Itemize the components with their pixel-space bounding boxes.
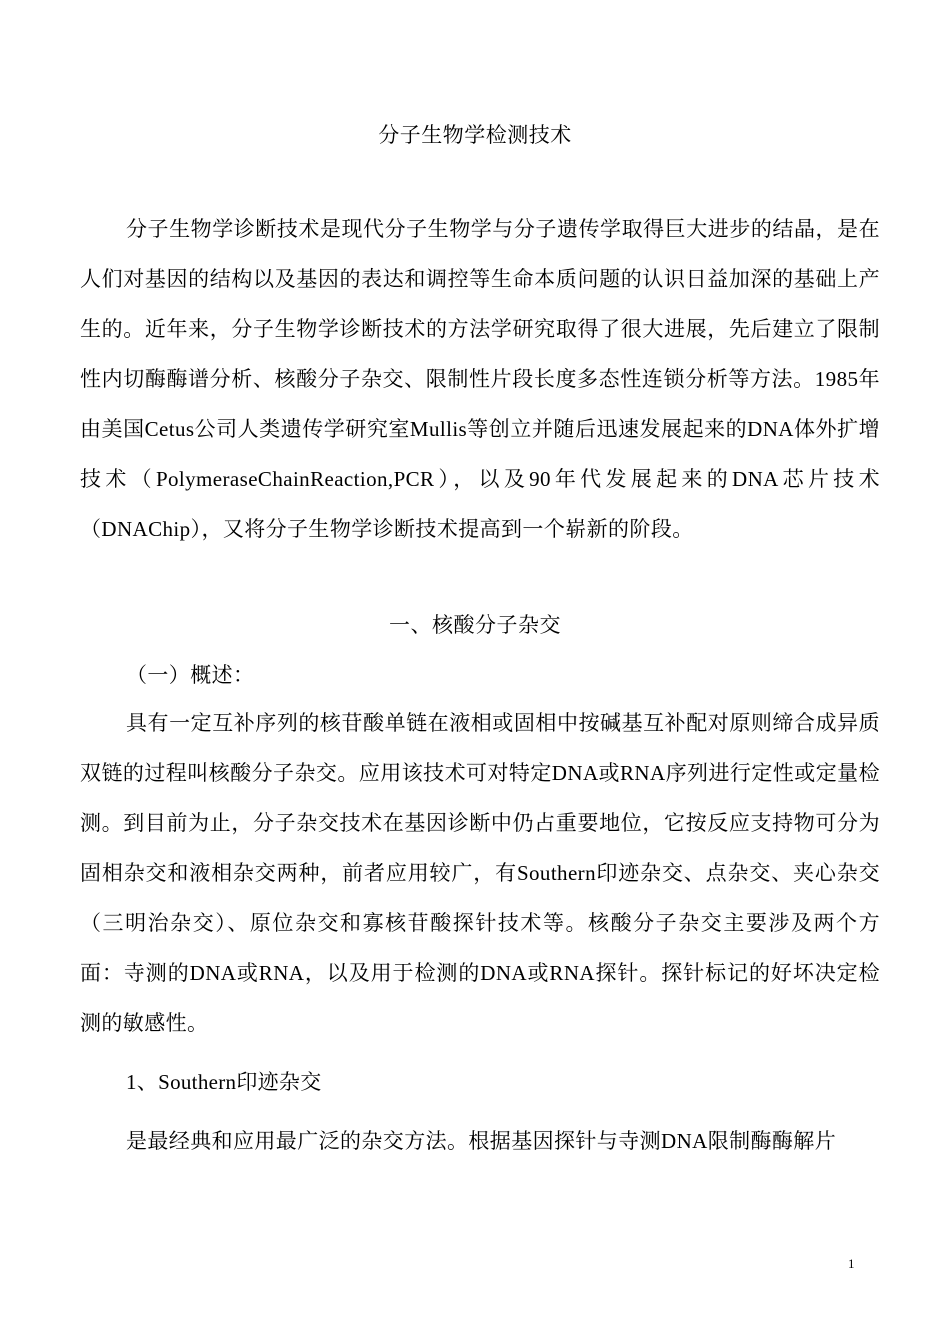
sub-heading-overview: （一）概述： (126, 663, 255, 687)
item-heading-southern: 1、Southern印迹杂交 (126, 1070, 322, 1094)
intro-paragraph: 分子生物学诊断技术是现代分子生物学与分子遗传学取得巨大进步的结晶，是在人们对基因的结构以及基因的表达和调控等生命本质问题的认识日益加深的基础上产生的。近年来，分子生物学诊断技术的方法学研究取得了很大进展，先后建立了限制性内切酶酶谱分析、核酸分子杂交、限制性片段长度多态性连锁分析等方法。1985年由美国Cetus公司人类遗传学研究室Mullis等创立并随后迅速发展起来的DNA体外扩增技术（PolymeraseChainReaction,PCR），以及90年代发展起来的DNA芯片技术（DNAChip），又将分子生物学诊断技术提高到一个崭新的阶段。 (80, 217, 880, 541)
southern-paragraph: 是最经典和应用最广泛的杂交方法。根据基因探针与寺测DNA限制酶酶解片 (126, 1129, 837, 1153)
overview-paragraph: 具有一定互补序列的核苷酸单链在液相或固相中按碱基互补配对原则缔合成异质双链的过程叫核酸分子杂交。应用该技术可对特定DNA或RNA序列进行定性或定量检测。到目前为止，分子杂交技术在基因诊断中仍占重要地位，它按反应支持物可分为固相杂交和液相杂交两种，前者应用较广，有Southern印迹杂交、点杂交、夹心杂交（三明治杂交）、原位杂交和寡核苷酸探针技术等。核酸分子杂交主要涉及两个方面：寺测的DNA或RNA，以及用于检测的DNA或RNA探针。探针标记的好坏决定检测的敏感性。 (80, 711, 880, 1035)
section-heading: 一、核酸分子杂交 (389, 613, 561, 637)
document-title: 分子生物学检测技术 (378, 123, 572, 147)
page-number: 1 (848, 1256, 855, 1271)
